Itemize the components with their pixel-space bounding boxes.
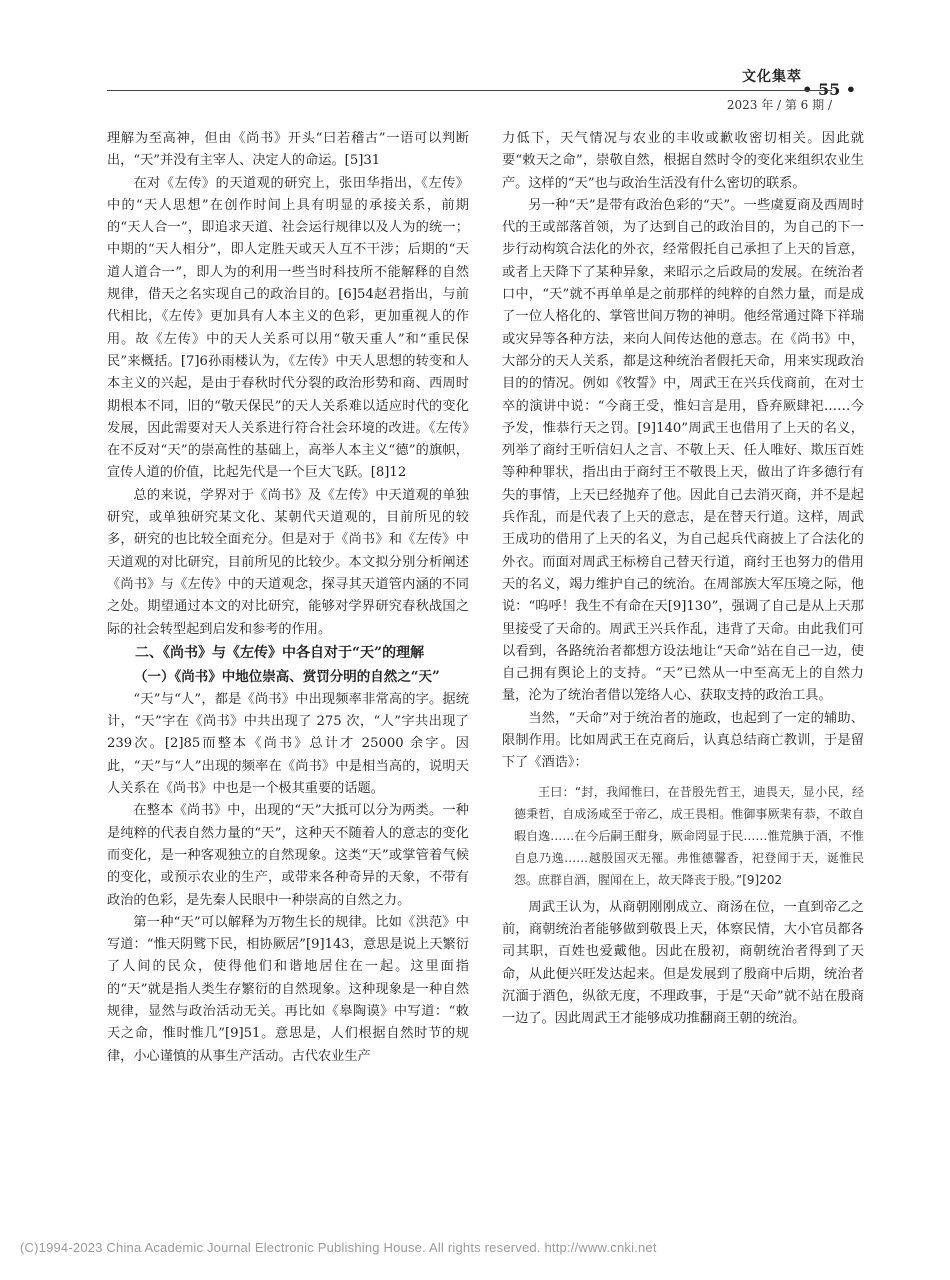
section-heading: 二、《尚书》与《左传》中各自对于“天”的理解 xyxy=(135,644,425,661)
copyright-footer: (C)1994-2023 China Academic Journal Electronic Publishing House. All rights reserved. http://www.cnki.net xyxy=(20,1240,657,1255)
paragraph: “天”与“人”，都是《尚书》中出现频率非常高的字。据统计，“天”字在《尚书》中共出现了 275 次，“人”字共出现了239次。[2]85而整本《尚书》总计才 25000 余字。因此，“天”与“人”出现的频率在《尚书》中是相当高的，说明天人关系在《尚书》中也是一个极其重要的话题。 xyxy=(107,691,469,797)
header-divider xyxy=(107,90,832,91)
paragraph: 力低下，天气情况与农业的丰收或歉收密切相关。因此就要“敕天之命”，崇敬自然，根据自然时令的变化来组织农业生产。这样的“天”也与政治生活没有什么密切的联系。 xyxy=(502,131,864,191)
issue-info: 2023 年 / 第 6 期 / xyxy=(726,98,832,112)
quote-text: 王曰：“封，我闻惟曰，在昔殷先哲王，迪畏天，显小民，经德秉哲，自成汤咸至于帝乙，成王畏相。惟御事厥棐有恭，不敢自暇自逸……在今后嗣王酣身，厥命罔显于民……惟荒腆于酒，不惟自息乃逸……越殷国灭无罹。弗惟德馨香，祀登闻于天，诞惟民怨。庶群自酒，腥闻在上，故天降丧于殷。”[9]202 xyxy=(514,784,864,887)
right-column xyxy=(502,128,864,1030)
paragraph: 第一种“天”可以解释为万物生长的规律。比如《洪范》中写道：“惟天阴骘下民，相协厥居”[9]143，意思是说上天繁衍了人间的民众，使得他们和谐地居住在一起。这里面指的“天”就是指人类生存繁衍的自然现象。这种现象是一种自然规律，显然与政治活动无关。再比如《皋陶谟》中写道：“敕天之命，惟时惟几”[9]51。意思是，人们根据自然时节的规律，小心谨慎的从事生产活动。古代农业生产 xyxy=(107,914,469,1064)
journal-name: 文化集萃 xyxy=(742,69,802,85)
paragraph: 在整本《尚书》中，出现的“天”大抵可以分为两类。一种是纯粹的代表自然力量的“天”，这种天不随着人的意志的变化而变化，是一种客观独立的自然现象。这类“天”或掌管着气候的变化，或预示农业的生产，或带来各种奇异的天象，不带有政治的色彩，是先秦人民眼中一种崇高的自然之力。 xyxy=(107,803,469,908)
page-number: • 55 • xyxy=(802,80,856,99)
left-column xyxy=(107,128,469,1068)
subsection-heading: （一）《尚书》中地位崇高、赏罚分明的自然之“天” xyxy=(134,668,440,685)
page-header xyxy=(0,0,950,120)
paragraph: 总的来说，学界对于《尚书》及《左传》中天道观的单独研究，或单独研究某文化、某朝代天道观的，目前所见的较多，研究的也比较全面充分。但是对于《尚书》和《左传》中天道观的对比研究，目前所见的比较少。本文拟分别分析阐述《尚书》与《左传》中的天道观念，探寻其天道管内涵的不同之处。期望通过本文的对比研究，能够对学界研究春秋战国之际的社会转型起到启发和参考的作用。 xyxy=(107,487,469,637)
paragraph: 周武王认为，从商朝刚刚成立、商汤在位，一直到帝乙之前，商朝统治者能够做到敬畏上天，体察民情，大小官员都各司其职，百姓也爱戴他。因此在殷初，商朝统治者得到了天命，从此便兴旺发达起来。但是发展到了殷商中后期，统治者沉湎于酒色，纵欲无度，不理政事，于是“天命”就不站在殷商一边了。因此周武王才能够成功推翻商王朝的统治。 xyxy=(502,899,864,1027)
paragraph: 另一种“天”是带有政治色彩的“天”。一些虞夏商及西周时代的王或部落首领，为了达到自己的政治目的，为自己的下一步行动构筑合法化的外衣，经常假托自己承担了上天的旨意，或者上天降下了某种异象，来昭示之后政局的发展。在统治者口中，“天”就不再单单是之前那样的纯粹的自然力量，而是成了一位人格化的、掌管世间万物的神明。他经常通过降下祥瑞或灾异等各种方法，来向人间传达他的意志。在《尚书》中，大部分的天人关系，都是这种统治者假托天命，用来实现政治目的的情况。例如《牧誓》中，周武王在兴兵伐商前，在对士卒的演讲中说：“今商王受，惟妇言是用，昏弃厥肆祀……今予发，惟恭行天之罚。[9]140”周武王也借用了上天的名义，列举了商纣王听信妇人之言、不敬上天、任人唯好、欺压百姓等种种罪状，指出由于商纣王不敬畏上天，做出了许多德行有失的事情，上天已经抛弃了他。因此自己去消灭商，并不是起兵作乱，而是代表了上天的意志，是在替天行道。这样，周武王成功的借用了上天的名义，为自己起兵代商披上了合法化的外衣。而面对周武王标榜自己替天行道，商纣王也努力的借用天的名义，竭力维护自己的统治。在周部族大军压境之际，他说：“呜呼！我生不有命在天[9]130”，强调了自己是从上天那里接受了天命的。周武王兴兵作乱，违背了天命。由此我们可以看到，各路统治者都想方设法地让“天命”站在自己一边，使自己拥有舆论上的支持。“天”已然从一中至高无上的自然力量，沦为了统治者借以笼络人心、获取支持的政治工具。 xyxy=(502,197,864,704)
block-quote xyxy=(502,781,864,891)
paragraph: 在对《左传》的天道观的研究上，张田华指出，《左传》中的“天人思想”在创作时间上具有明显的承接关系，前期的“天人合一”，即追求天道、社会运行规律以及人为的统一；中期的“天人相分”，即人定胜天或天人互不干涉；后期的“天道人道合一”，即人为的利用一些当时科技所不能解释的自然规律，借天之名实现自己的政治目的。[6]54赵君指出，与前代相比，《左传》更加具有人本主义的色彩，更加重视人的作用。故《左传》中的天人关系可以用“敬天重人”和“重民保民”来概括。[7]6孙雨楼认为，《左传》中天人思想的转变和人本主义的兴起，是由于春秋时代分裂的政治形势和商、西周时期根本不同，旧的“敬天保民”的天人关系难以适应时代的变化发展，因此需要对天人关系进行符合社会环境的改进。《左传》在不反对“天”的崇高性的基础上，高举人本主义“德”的旗帜，宣传人道的价值，比起先代是一个巨大飞跃。[8]12 xyxy=(107,175,469,481)
paragraph: 当然，“天命”对于统治者的施政，也起到了一定的辅助、限制作用。比如周武王在克商后，认真总结商亡教训，于是留下了《酒诰》： xyxy=(502,710,864,771)
paragraph: 理解为至高神，但由《尚书》开头“曰若稽古”一语可以判断出，“天”并没有主宰人、决定人的命运。[5]31 xyxy=(107,131,469,169)
